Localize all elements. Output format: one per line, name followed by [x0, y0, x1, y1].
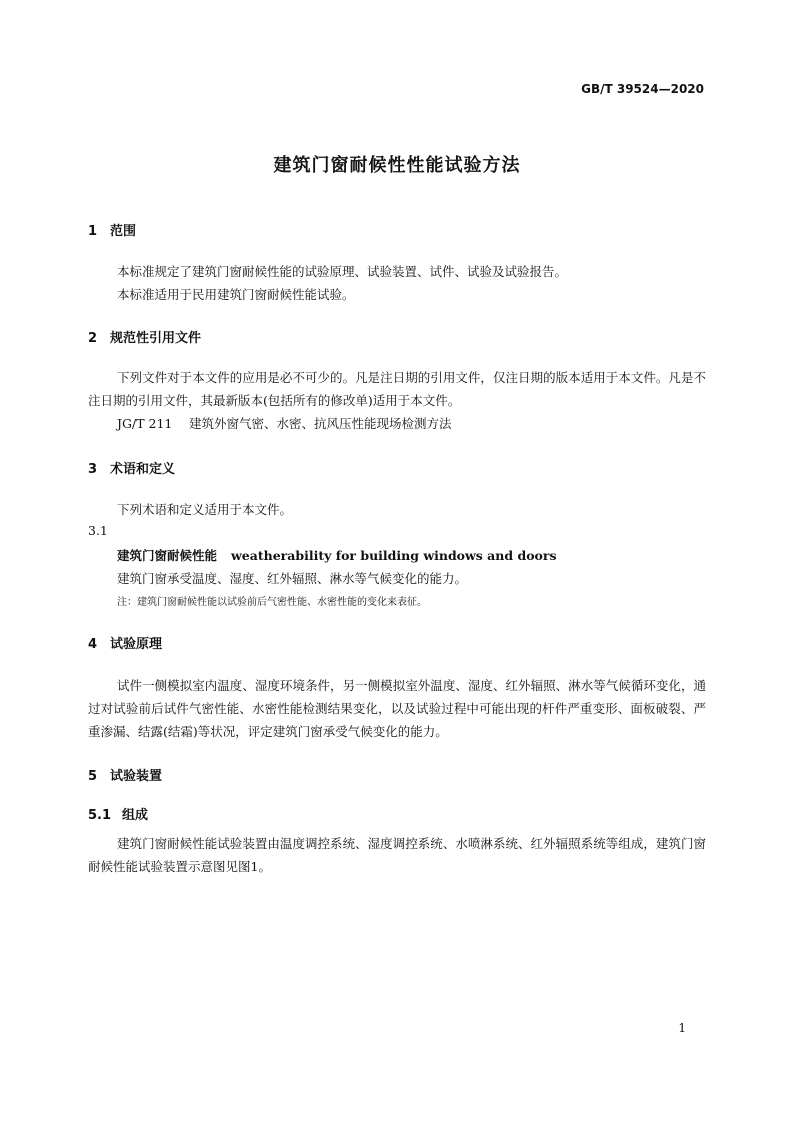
clause-3-1-number: 3.1: [88, 523, 108, 538]
standard-code: GB/T 39524—2020: [581, 82, 704, 96]
section-3-heading: [88, 458, 175, 477]
term-entry: [117, 546, 557, 564]
section-3-title: 术语和定义: [110, 462, 176, 477]
term-chinese: 建筑门窗耐候性能: [117, 548, 218, 563]
section-1-line-1: 本标准规定了建筑门窗耐候性能的试验原理、试验装置、试件、试验及试验报告。: [117, 264, 568, 279]
clause-5-1-heading: [88, 804, 148, 823]
section-2-paragraph: 下列文件对于本文件的应用是必不可少的。凡是注日期的引用文件，仅注日期的版本适用于本文件。凡是不注日期的引用文件，其最新版本(包括所有的修改单)适用于本文件。: [88, 370, 706, 408]
section-4-heading: [88, 633, 162, 652]
section-2-heading: [88, 327, 201, 346]
section-2-number: 2: [88, 331, 98, 346]
term-note: 注：建筑门窗耐候性能以试验前后气密性能、水密性能的变化来表征。: [117, 597, 427, 608]
clause-5-1-number: 5.1: [88, 808, 112, 823]
section-3-number: 3: [88, 462, 98, 477]
section-4-paragraph: 试件一侧模拟室内温度、湿度环境条件，另一侧模拟室外温度、湿度、红外辐照、淋水等气候循环变化，通过对试验前后试件气密性能、水密性能检测结果变化，以及试验过程中可能出现的杆件严重变形、面板破裂、严重渗漏、结露(结霜)等状况，评定建筑门窗承受气候变化的能力。: [88, 678, 706, 739]
clause-5-1-paragraph: 建筑门窗耐候性能试验装置由温度调控系统、湿度调控系统、水喷淋系统、红外辐照系统等组成，建筑门窗耐候性能试验装置示意图见图1。: [88, 836, 706, 874]
term-english: weatherability for building windows and doors: [231, 548, 557, 563]
reference-code: JG/T 211: [117, 416, 173, 431]
section-2-title: 规范性引用文件: [110, 331, 202, 346]
clause-5-1-title: 组成: [122, 808, 149, 823]
section-1-line-2: 本标准适用于民用建筑门窗耐候性能试验。: [117, 287, 355, 302]
page-number: 1: [678, 1021, 686, 1035]
section-4-title: 试验原理: [110, 637, 163, 652]
section-1-heading: [88, 220, 136, 239]
document-title: 建筑门窗耐候性性能试验方法: [273, 155, 521, 176]
term-definition: 建筑门窗承受温度、湿度、红外辐照、淋水等气候变化的能力。: [117, 571, 468, 586]
section-1-title: 范围: [110, 224, 137, 239]
section-1-number: 1: [88, 224, 98, 239]
reference-title: 建筑外窗气密、水密、抗风压性能现场检测方法: [189, 416, 452, 431]
normative-reference: [117, 414, 452, 432]
section-5-title: 试验装置: [110, 769, 163, 784]
section-4-number: 4: [88, 637, 98, 652]
section-5-number: 5: [88, 769, 98, 784]
section-5-heading: [88, 765, 162, 784]
section-3-intro: 下列术语和定义适用于本文件。: [117, 502, 293, 517]
